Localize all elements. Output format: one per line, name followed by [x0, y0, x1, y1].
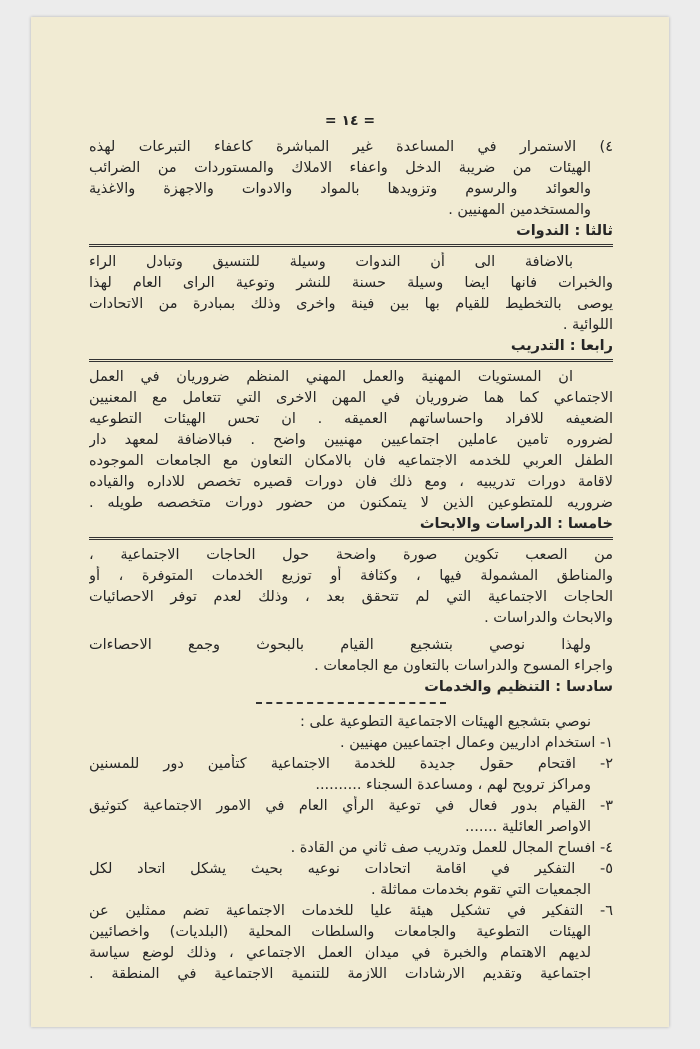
text-line: الضعيفه للافراد واحساساتهم العميقه . ان تحس الهيئات التطوعيه	[89, 411, 613, 427]
text-line: والابحاث والدراسات .	[484, 610, 613, 626]
text-line: الاجتماعي كما هما ضروريان في المهن الاخرى التي تتعامل مع المعنيين	[89, 390, 613, 406]
document-body	[89, 137, 613, 985]
list-item: ٤- افساح المجال للعمل وتدريب صف ثاني من القادة .	[290, 840, 613, 856]
section-intro: نوصي بتشجيع الهيئات الاجتماعية التطوعية على :	[300, 714, 591, 730]
section-4-body	[89, 367, 613, 514]
list-item-continuation: الجمعيات التي تقوم بخدمات مماثلة .	[370, 882, 591, 898]
section-3-body	[89, 252, 613, 336]
text-line: لضروره تامين عاملين اجتماعيين مهنيين واضح . فبالاضافة لمعهد دار	[89, 432, 613, 448]
section-heading-research: خامسا : الدراسات والابحاث	[419, 516, 613, 532]
list-item: ١- استخدام اداريين وعمال اجتماعيين مهنيين .	[339, 735, 613, 751]
text-line: من الصعب تكوين صورة واضحة حول الحاجات الاجتماعية ،	[89, 547, 613, 563]
list-item-continuation: الاواصر العائلية .......	[465, 819, 591, 835]
text-line: والخبرات فانها ايضا وسيلة حسنة للنشر وتوعية الراى العام لهذا	[89, 275, 613, 291]
section-6-body	[89, 712, 613, 985]
list-item: ٦- التفكير في تشكيل هيئة عليا للخدمات الاجتماعية تضم ممثلين عن	[89, 903, 613, 919]
section-heading-training: رابعا : التدريب	[510, 338, 613, 354]
list-item: ٣- القيام بدور فعال في توعية الرأي العام في الامور الاجتماعية كتوثيق	[89, 798, 613, 814]
heading-underline	[89, 244, 613, 247]
list-item-continuation: الهيئات التطوعية والجامعات والسلطات المحلية (البلديات) واخصائيين	[89, 924, 591, 940]
list-item: ٢- اقتحام حقول جديدة للخدمة الاجتماعية كتأمين دور للمسنين	[89, 756, 613, 772]
heading-underline	[256, 702, 446, 704]
text-line: الحاجات الاجتماعية التي لم تتحقق بعد ، وذلك لعدم توفر الاحصائيات	[89, 589, 613, 605]
text-line: لاقامة دورات تدريبيه ، ومع ذلك فان دورات قصيره تخصص للاداره والقياده	[89, 474, 613, 490]
text-line: والعوائد والرسوم وتزويدها بالمواد والادوات والاجهزة والاغذية	[89, 181, 591, 197]
list-item: ٥- التفكير في اقامة اتحادات نوعيه بحيث يشكل اتحاد لكل	[89, 861, 613, 877]
list-item-continuation: ومراكز ترويح لهم ، ومساعدة السجناء ..........	[315, 777, 591, 793]
text-line: بالاضافة الى أن الندوات وسيلة للتنسيق وتبادل الراء	[89, 254, 573, 270]
text-line: يوصى بالتخطيط للقيام بها بين فينة واخرى وذلك بمبادرة من الاتحادات	[89, 296, 613, 312]
item-4	[89, 137, 613, 221]
text-line: ضروريه للمتطوعين الذين لا يتمكنون من حضور دورات متخصصه طويله .	[89, 495, 613, 511]
text-line: الهيئات من ضريبة الدخل واعفاء الاملاك والمستوردات من الضرائب	[89, 160, 591, 176]
document-page	[31, 17, 669, 1027]
heading-underline	[89, 359, 613, 362]
text-line: واجراء المسوح والدراسات بالتعاون مع الجامعات .	[314, 658, 613, 674]
text-line: والمستخدمين المهنيين .	[448, 202, 591, 218]
section-heading-seminars: ثالثا : الندوات	[516, 223, 613, 239]
text-line: اللوائية .	[562, 317, 613, 333]
text-line: الطفل العربي للخدمه الاجتماعيه فان بالامكان التعاون مع الجامعات الموجوده	[89, 453, 613, 469]
text-line: ٤) الاستمرار في المساعدة غير المباشرة كاعفاء التبرعات لهذه	[89, 139, 613, 155]
list-item-continuation: لديهم الاهتمام والخبرة في ميدان العمل الاجتماعي ، وذلك لوضع سياسة	[89, 945, 591, 961]
list-item-continuation: اجتماعية وتقديم الارشادات اللازمة للتنمية الاجتماعية في المنطقة .	[89, 966, 591, 982]
text-line: ولهذا نوصي بتشجيع القيام بالبحوث وجمع الاحصاءات	[89, 637, 591, 653]
page-number: = ١٤ =	[324, 113, 376, 129]
section-5-body	[89, 545, 613, 677]
heading-underline	[89, 537, 613, 540]
section-heading-organization: سادسا : التنظيم والخدمات	[424, 679, 613, 695]
text-line: ان المستويات المهنية والعمل المهني المنظم ضروريان في العمل	[89, 369, 573, 385]
text-line: والمناطق المشمولة فيها ، وكثافة أو توزيع الخدمات المتوفرة ، أو	[89, 568, 613, 584]
